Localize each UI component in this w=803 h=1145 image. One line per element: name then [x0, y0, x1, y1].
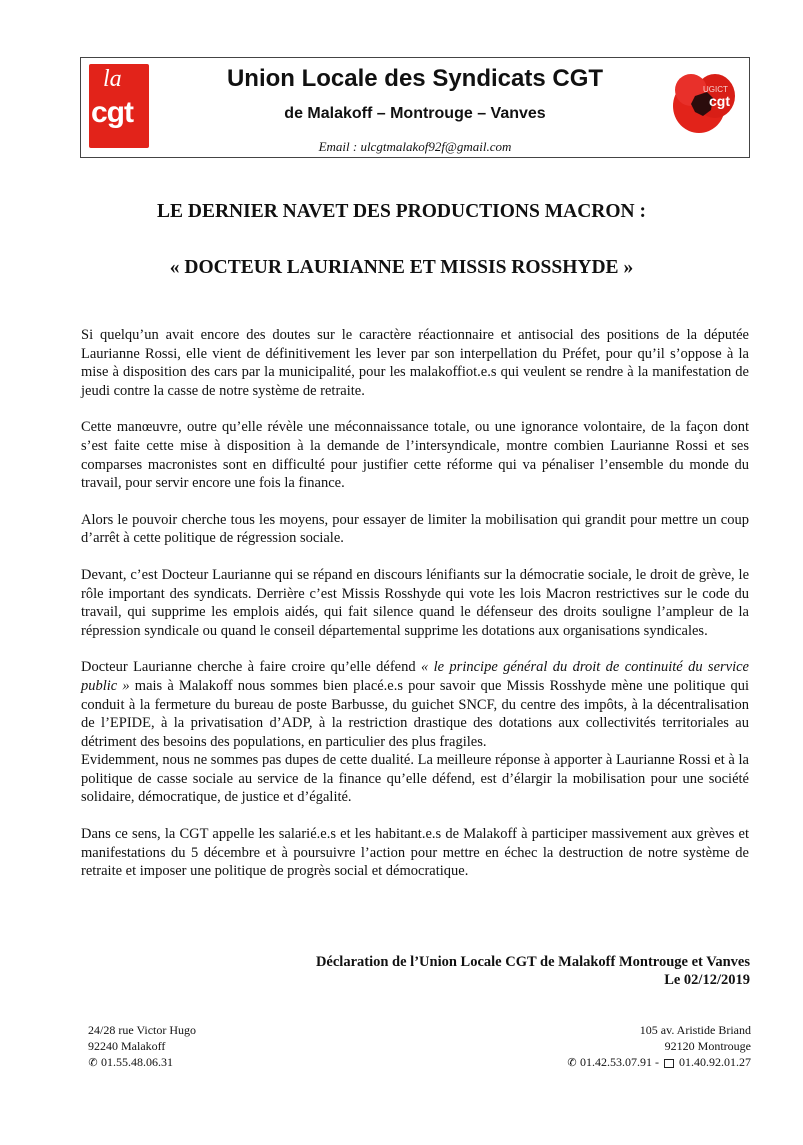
- paragraph-6: Evidemment, nous ne sommes pas dupes de cette dualité. La meilleure réponse à apporter à Laurianne Rossi et à la politique de casse sociale au service de la finance qu’elle défend, est d’élargir la mobilisation pour une société solidaire, démocratique, de justice et d’égalité.: [81, 752, 749, 806]
- phone-icon: ✆: [567, 1057, 577, 1069]
- logo-la-text: la: [103, 66, 122, 92]
- document-title-line2: « DOCTEUR LAURIANNE ET MISSIS ROSSHYDE »: [169, 257, 634, 278]
- paragraph-5-start: Docteur Laurianne cherche à faire croire qu’elle défend: [81, 659, 421, 676]
- logo-right-text: cgt: [709, 93, 730, 109]
- footer-left-street: 24/28 rue Victor Hugo: [88, 1023, 197, 1037]
- footer-right-fax: 01.40.92.01.27: [679, 1055, 751, 1069]
- paragraph-3: Alors le pouvoir cherche tous les moyens, pour essayer de limiter la mobilisation qui grandit pour mettre un coup d’arrêt à cette politique de régression sociale.: [81, 511, 749, 547]
- signature-date: Le 02/12/2019: [664, 972, 750, 988]
- footer-left-phone: 01.55.48.06.31: [101, 1055, 173, 1069]
- organization-email: Email : ulcgtmalakof92f@gmail.com: [318, 139, 512, 154]
- cgt-poppy-logo-right: [669, 66, 741, 138]
- paragraph-2: Cette manœuvre, outre qu’elle révèle une méconnaissance totale, ou une ignorance volontaire, de la façon dont s’est faite cette mise à disposition à la demande de l’intersyndicale, montre combien Laurianne Rossi et ses comparses macronistes sont en difficulté pour justifier cette réforme qui va pénaliser l’ensemble du monde du travail, pour servir encore une fois la finance.: [81, 419, 749, 492]
- organization-subtitle: de Malakoff – Montrouge – Vanves: [284, 105, 546, 122]
- paragraph-7: Dans ce sens, la CGT appelle les salarié.e.s et les habitant.e.s de Malakoff à participer massivement aux grèves et manifestations du 5 décembre et à poursuivre l’action pour mettre en échec la destruction de notre système de retraite et imposer une politique de progrès social et démocratique.: [81, 826, 749, 880]
- svg-text:UGICT: UGICT: [703, 85, 728, 94]
- footer-address-malakoff: [88, 1022, 196, 1071]
- paragraph-5-quote: « le principe général du droit de continuité du service public »: [81, 659, 749, 694]
- footer-address-montrouge: [567, 1022, 751, 1071]
- signature-block: [316, 953, 750, 989]
- phone-icon: ✆: [88, 1057, 98, 1069]
- paragraph-1: Si quelqu’un avait encore des doutes sur le caractère réactionnaire et antisocial des positions de la députée Laurianne Rossi, elle vient de définitivement les lever par son interpellation du Préfet, pour qu’il s’oppose à la mise à disposition des cars par la municipalité, pour les malakoffiot.e.s qui veulent se rendre à la manifestation de jeudi contre la casse de notre système de retraite.: [81, 327, 749, 399]
- logo-cgt-text: cgt: [91, 96, 133, 129]
- footer-left-city: 92240 Malakoff: [88, 1039, 166, 1053]
- letterhead: [80, 57, 750, 158]
- footer-right-city: 92120 Montrouge: [664, 1039, 751, 1053]
- fax-icon: [664, 1059, 674, 1068]
- document-title-line1: LE DERNIER NAVET DES PRODUCTIONS MACRON :: [156, 201, 646, 222]
- footer-right-phone: 01.42.53.07.91: [580, 1055, 652, 1069]
- organization-title: Union Locale des Syndicats CGT: [226, 65, 604, 92]
- paragraph-4: Devant, c’est Docteur Laurianne qui se répand en discours lénifiants sur la démocratie sociale, le droit de grève, le rôle important des syndicats. Derrière c’est Missis Rosshyde qui vote les lois Macron restrictives sur le code du travail, qui supprime les emplois aidés, qui fait silence quand le défenseur des droits souligne l’ampleur de la répression syndicale ou quand le conseil départemental supprime les dotations aux organisations syndicales.: [81, 566, 749, 639]
- signature-declaration: Déclaration de l’Union Locale CGT de Malakoff Montrouge et Vanves: [315, 954, 750, 970]
- paragraph-5: [81, 658, 749, 751]
- document-body: [81, 326, 749, 899]
- footer-right-separator: -: [652, 1055, 662, 1069]
- footer-left-phone-line: [88, 1054, 196, 1071]
- footer-right-street: 105 av. Aristide Briand: [639, 1023, 751, 1037]
- paragraph-5-end: mais à Malakoff nous sommes bien placé.e.s pour savoir que Missis Rosshyde mène une politique qui conduit à la fermeture du bureau de poste Barbusse, du guichet SNCF, du centre des impôts, à la décentralisation de l’EPIDE, à la privatisation d’ADP, à la restriction drastique des dotations aux collectivités territoriales au détriment des besoins des populations, en particulier des plus fragiles.: [81, 677, 749, 750]
- footer-right-phone-line: [567, 1054, 751, 1071]
